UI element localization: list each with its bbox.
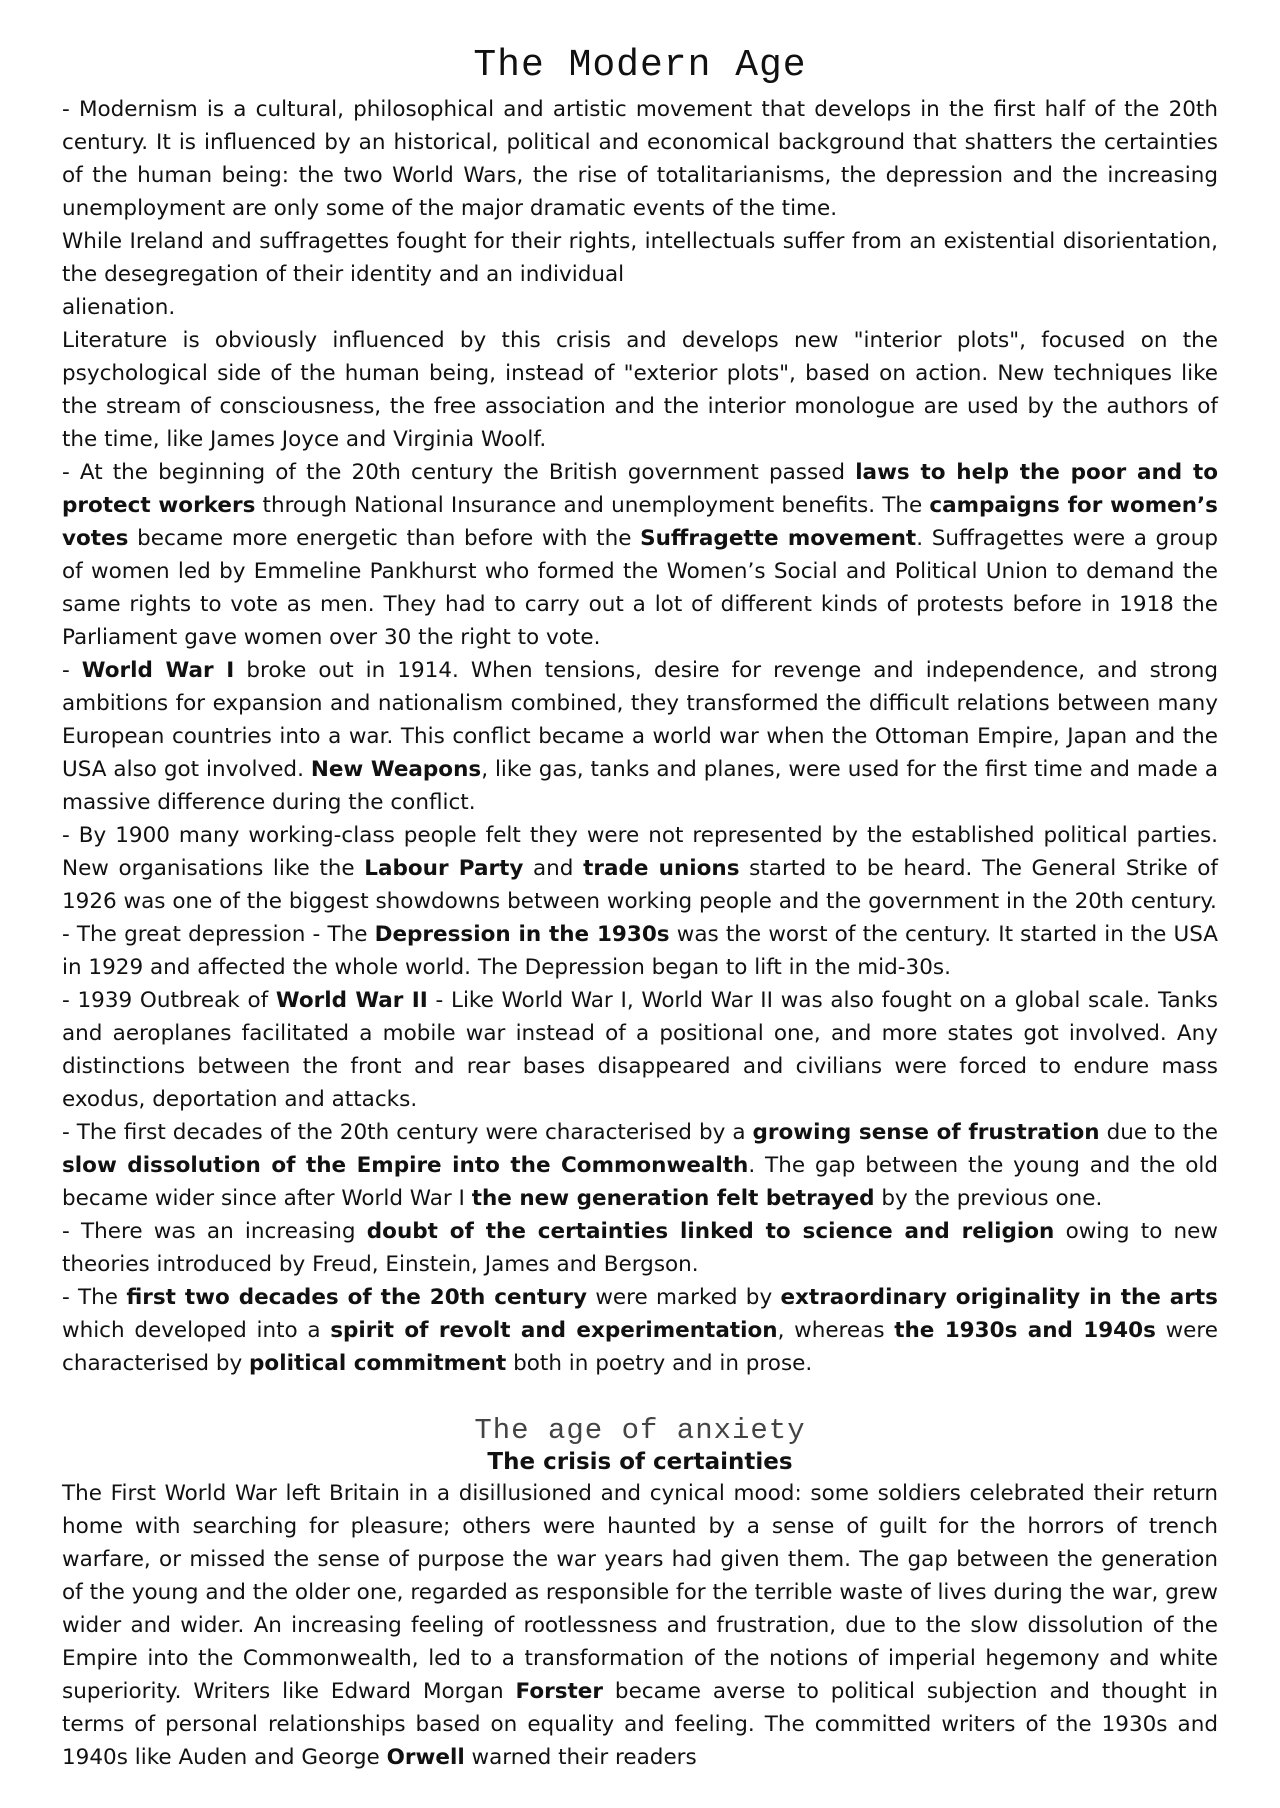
bold-run: Suffragette movement bbox=[640, 526, 917, 551]
labour-paragraph bbox=[62, 819, 1218, 918]
bold-run: first two decades of the 20th century bbox=[126, 1285, 588, 1310]
text-run: which developed into a bbox=[62, 1318, 331, 1343]
text-run: were marked by bbox=[587, 1285, 781, 1310]
bold-run: extraordinary originality in the arts bbox=[780, 1285, 1218, 1310]
bold-run: the 1930s and 1940s bbox=[894, 1318, 1156, 1343]
text-run: due to the bbox=[1099, 1120, 1219, 1145]
text-run: started to be heard. The General Strike of 1926 was one of the biggest showdowns between working people and the government in the 20th century. bbox=[62, 856, 1219, 914]
bold-run: World War II bbox=[275, 988, 428, 1013]
text-run: by the previous one. bbox=[874, 1186, 1103, 1211]
text-run: - By 1900 many working-class people felt they were not represented by the established political parties. New organisations like the bbox=[62, 823, 1218, 881]
bold-run: Orwell bbox=[386, 1745, 465, 1770]
text-run: , whereas bbox=[777, 1318, 895, 1343]
bold-run: the new generation felt betrayed bbox=[471, 1186, 875, 1211]
doubt-paragraph bbox=[62, 1215, 1218, 1281]
intro-paragraph: While Ireland and suffragettes fought for their rights, intellectuals suffer from an existential disorientation, the desegregation of their identity and an individual bbox=[62, 229, 1218, 287]
text-run: - There was an increasing bbox=[62, 1219, 367, 1244]
bold-run: doubt of the certainties linked to science and religion bbox=[366, 1219, 1055, 1244]
text-run: - At the beginning of the 20th century the British government passed bbox=[62, 460, 856, 485]
text-run: owing to new theories introduced by Freud, Einstein, James and Bergson. bbox=[62, 1219, 1218, 1277]
bold-run: Depression in the 1930s bbox=[374, 922, 670, 947]
text-run: - bbox=[62, 658, 82, 683]
bold-run: laws to help the poor and to protect workers bbox=[62, 460, 1218, 518]
text-run: - The bbox=[62, 1285, 127, 1310]
text-run: warned their readers bbox=[464, 1745, 697, 1770]
bold-run: spirit of revolt and experimentation bbox=[330, 1318, 778, 1343]
text-run: was the worst of the century. It started in the USA in 1929 and affected the whole world. The Depression began to lift in the mid-30s. bbox=[62, 922, 1219, 980]
text-run: - The great depression - The bbox=[62, 922, 375, 947]
bold-run: New Weapons bbox=[310, 757, 482, 782]
text-run: - 1939 Outbreak of bbox=[62, 988, 276, 1013]
text-run: - Like World War I, World War II was also fought on a global scale. Tanks and aeroplanes facilitated a mobile war instead of a positional one, and more states got involved. Any distinctions between the front and rear bases disappeared and civilians were forced to endure mass exodus, deportation and attacks. bbox=[62, 988, 1218, 1112]
arts-paragraph bbox=[62, 1281, 1218, 1380]
text-run: became more energetic than before with the bbox=[128, 526, 641, 551]
subsection-title: The crisis of certainties bbox=[487, 1449, 793, 1475]
intro-paragraph: Literature is obviously influenced by this crisis and develops new "interior plots", focused on the psychological side of the human being, instead of "exterior plots", based on action. New techniques like the stream of consciousness, the free association and the interior monologue are used by the authors of the time, like James Joyce and Virginia Woolf. bbox=[62, 328, 1218, 452]
text-run: . Suffragettes were a group of women led by Emmeline Pankhurst who formed the Women’s Social and Political Union to demand the same rights to vote as men. They had to carry out a lot of different kinds of protests before in 1918 the Parliament gave women over 30 the right to vote. bbox=[62, 526, 1218, 650]
bold-run: World War I bbox=[81, 658, 235, 683]
bold-run: political commitment bbox=[249, 1351, 507, 1376]
bold-run: growing sense of frustration bbox=[752, 1120, 1100, 1145]
bold-run: Labour Party bbox=[364, 856, 524, 881]
text-run: . The gap between the young and the old became wider since after World War I bbox=[62, 1153, 1218, 1211]
text-run: broke out in 1914. When tensions, desire for revenge and independence, and strong ambitions for expansion and nationalism combined, they transformed the difficult relations between many European countries into a war. This conflict became a world war when the Ottoman Empire, Japan and the USA also got involved. bbox=[62, 658, 1218, 782]
section-text bbox=[62, 1477, 1218, 1774]
ww1-paragraph bbox=[62, 654, 1218, 819]
text-run: and bbox=[523, 856, 584, 881]
bold-run: campaigns for women’s votes bbox=[62, 493, 1218, 551]
text-run: through National Insurance and unemployment benefits. The bbox=[255, 493, 930, 518]
frustration-paragraph bbox=[62, 1116, 1218, 1215]
intro-paragraph: alienation. bbox=[62, 295, 176, 320]
crisis-paragraph bbox=[62, 1477, 1218, 1774]
reforms-paragraph bbox=[62, 456, 1218, 654]
section-title: The age of anxiety bbox=[474, 1414, 806, 1447]
bold-run: slow dissolution of the Empire into the Commonwealth bbox=[62, 1153, 749, 1178]
ww2-paragraph bbox=[62, 984, 1218, 1116]
bold-run: Forster bbox=[515, 1679, 603, 1704]
text-run: , like gas, tanks and planes, were used for the first time and made a massive difference during the conflict. bbox=[62, 757, 1218, 815]
depression-paragraph bbox=[62, 918, 1218, 984]
text-run: both in poetry and in prose. bbox=[506, 1351, 813, 1376]
text-run: The First World War left Britain in a disillusioned and cynical mood: some soldiers celebrated their return home with searching for pleasure; others were haunted by a sense of guilt for the horrors of trench warfare, or missed the sense of purpose the war years had given them. The gap between the generation of the young and the older one, regarded as responsible for the terrible waste of lives during the war, grew wider and wider. An increasing feeling of rootlessness and frustration, due to the slow dissolution of the Empire into the Commonwealth, led to a transformation of the notions of imperial hegemony and white superiority. Writers like Edward Morgan bbox=[62, 1481, 1218, 1704]
main-text bbox=[62, 93, 1218, 1380]
text-run: were characterised by bbox=[62, 1318, 1219, 1376]
intro-paragraph: - Modernism is a cultural, philosophical and artistic movement that develops in the first half of the 20th century. It is influenced by an historical, political and economical background that shatters the certainties of the human being: the two World Wars, the rise of totalitarianisms, the depression and the increasing unemployment are only some of the major dramatic events of the time. bbox=[62, 97, 1218, 221]
text-run: - The first decades of the 20th century were characterised by a bbox=[62, 1120, 753, 1145]
bold-run: trade unions bbox=[583, 856, 740, 881]
page-title: The Modern Age bbox=[473, 44, 807, 87]
text-run: became averse to political subjection and thought in terms of personal relationships based on equality and feeling. The committed writers of the 1930s and 1940s like Auden and George bbox=[62, 1679, 1218, 1770]
